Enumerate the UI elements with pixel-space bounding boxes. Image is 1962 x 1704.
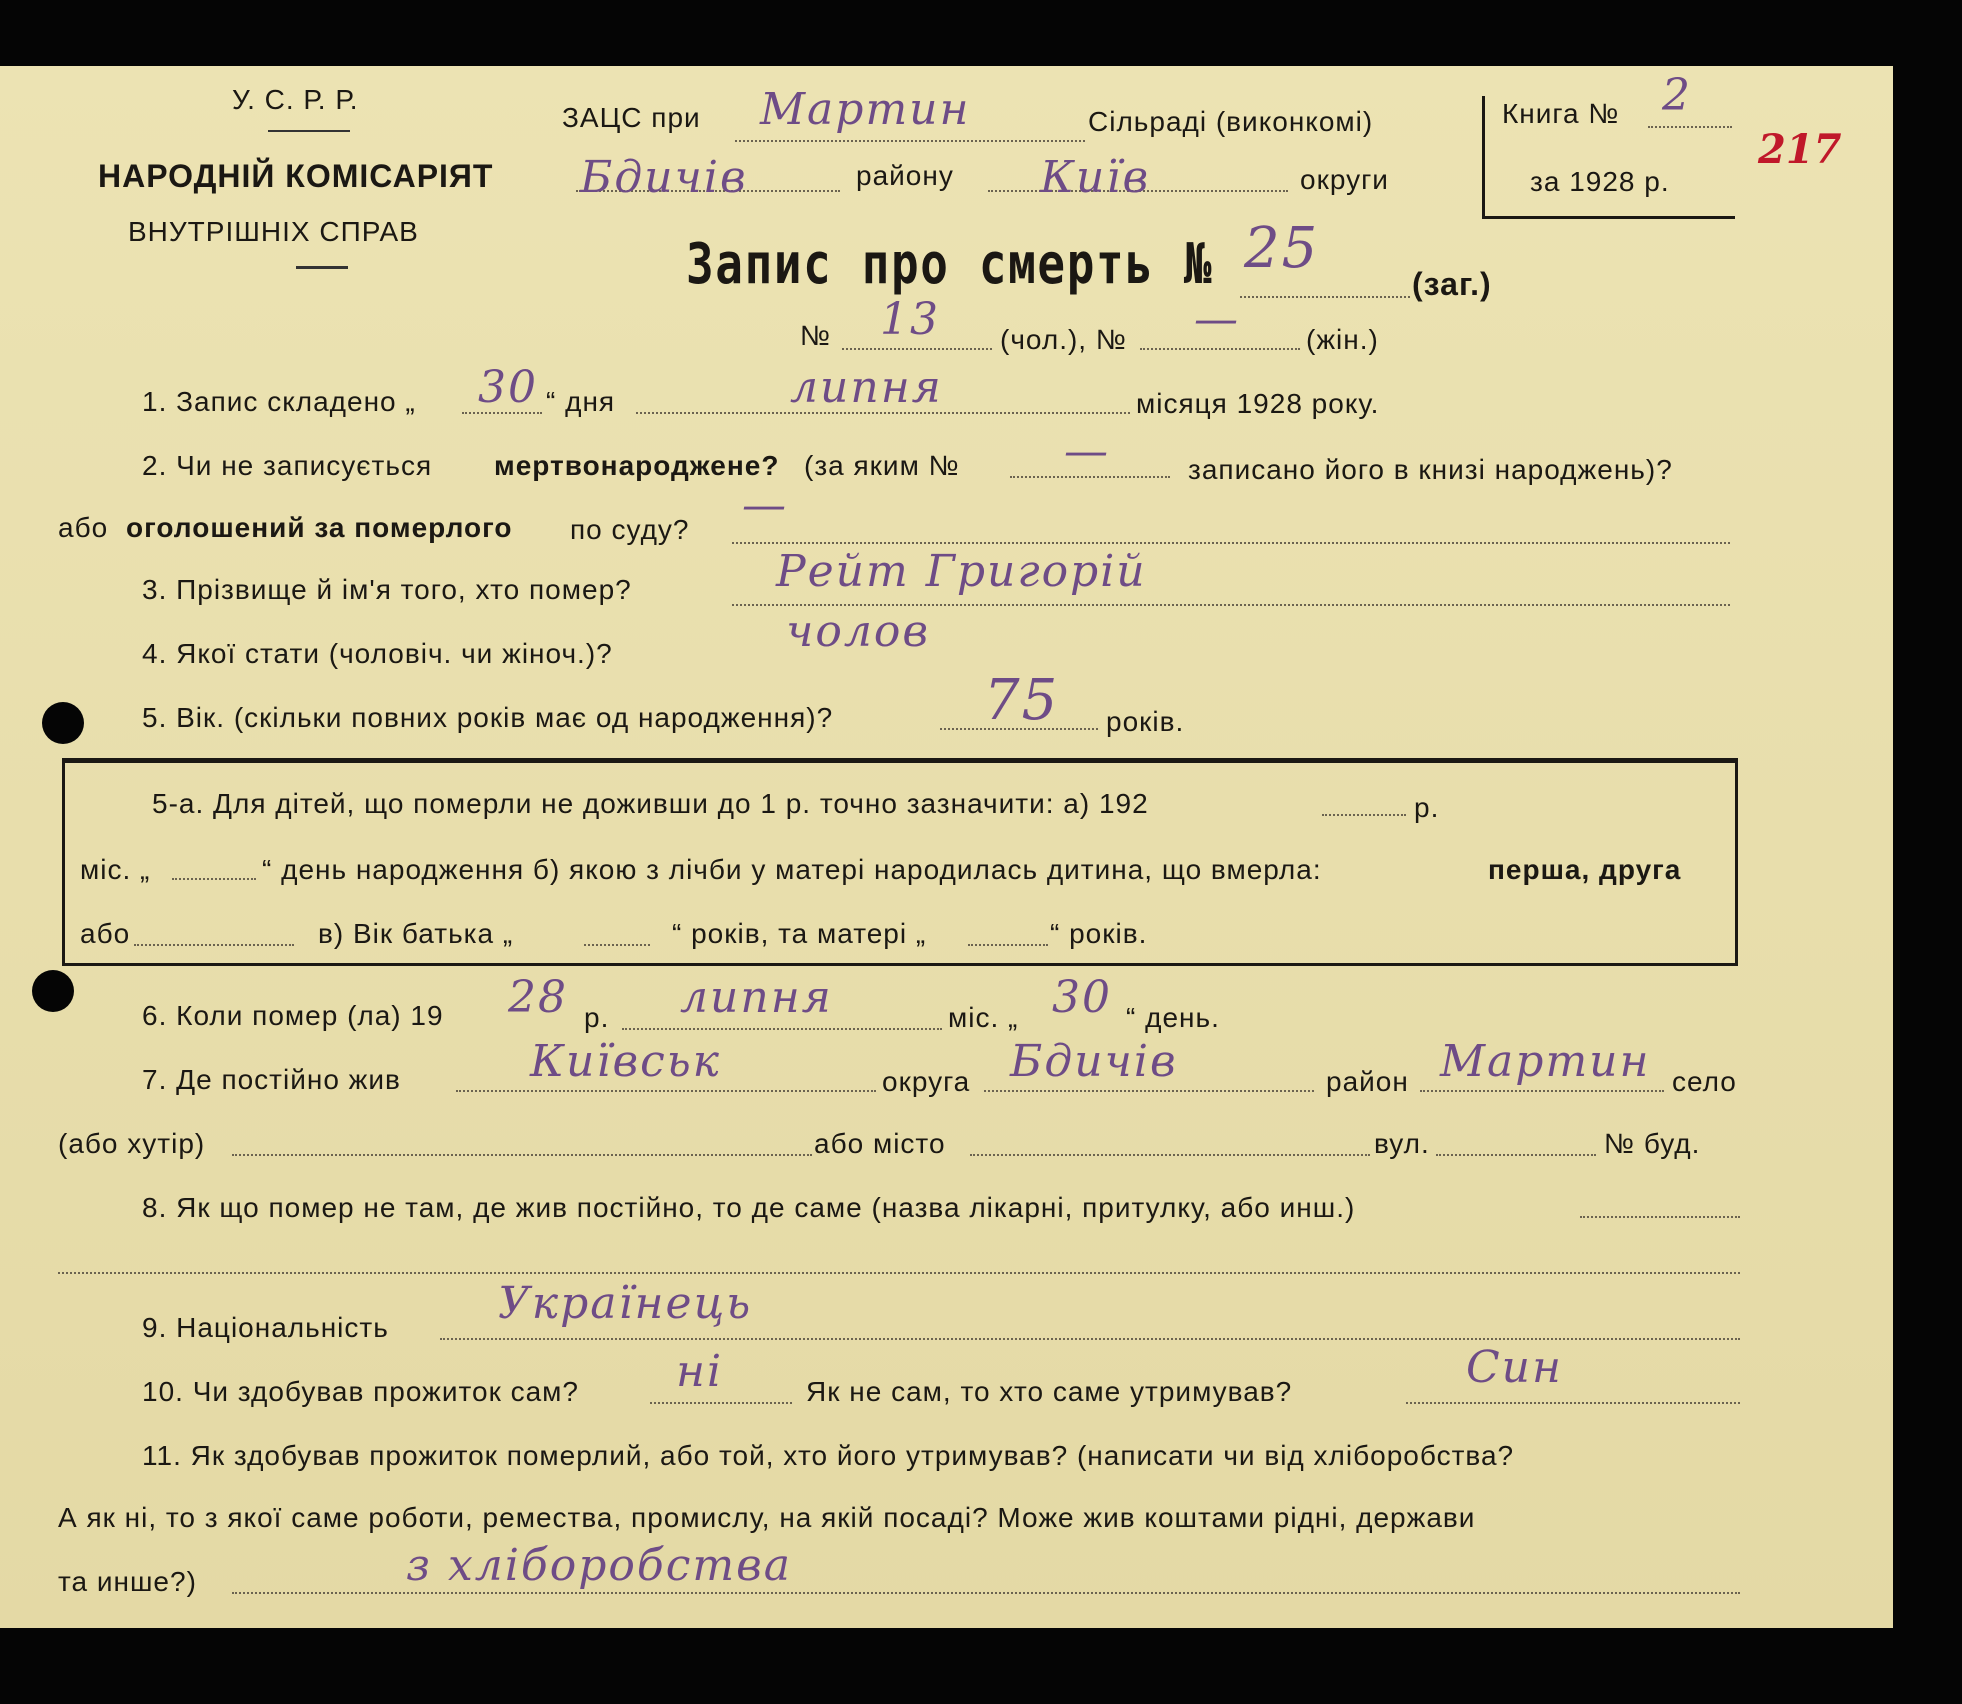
male-number: 13 xyxy=(880,294,940,345)
q1-day: 30 xyxy=(478,362,538,413)
q11-line3: та инше?) xyxy=(58,1566,197,1597)
q10-value2: Син xyxy=(1466,1342,1563,1393)
q7b-street: вул. xyxy=(1374,1128,1430,1159)
q5a-day-dots xyxy=(172,878,256,880)
q5a-line2-a: міс. „ xyxy=(80,854,151,885)
q7b-label: (або хутір) xyxy=(58,1128,206,1159)
q5a-line3-b: в) Вік батька „ xyxy=(318,918,514,949)
q7-district-value: Бдичів xyxy=(1010,1036,1178,1087)
q6-month-dots xyxy=(622,1028,942,1030)
q2-prefix: 2. Чи не записується xyxy=(142,450,433,481)
record-title: Запис про смерть № xyxy=(686,232,1214,297)
q8-label: 8. Як що помер не там, де жив постійно, то де саме (назва лікарні, притулку, або инш.) xyxy=(142,1192,1356,1223)
zags-label: ЗАЦС при xyxy=(562,102,701,133)
punch-hole-top xyxy=(42,702,84,744)
q5a-line3-d: “ років. xyxy=(1050,918,1148,949)
archive-mark: 217 xyxy=(1758,126,1842,173)
male-label: (чол.), № xyxy=(1000,324,1127,355)
q6-year: 28 xyxy=(508,972,568,1023)
q2-bold: мертвонароджене? xyxy=(494,450,780,481)
q7-district-dots xyxy=(984,1090,1314,1092)
q10-label: 10. Чи здобував прожиток сам? xyxy=(142,1376,579,1407)
q5a-line2-bold: перша, друга xyxy=(1488,854,1682,885)
q6-prefix: 6. Коли помер (ла) 19 xyxy=(142,1000,444,1031)
q9-dots xyxy=(440,1338,1740,1340)
q7-label: 7. Де постійно жив xyxy=(142,1064,401,1095)
q5a-mother-dots xyxy=(968,944,1048,946)
q8-dots-a xyxy=(1580,1216,1740,1218)
q5-value: 75 xyxy=(984,668,1060,733)
q7b-farm-dots xyxy=(232,1154,812,1156)
q2-value: — xyxy=(1064,426,1110,477)
q5a-line3-c: “ років, та матері „ xyxy=(672,918,927,949)
q1-month: липня xyxy=(790,362,943,413)
q8-dots-b xyxy=(58,1272,1740,1274)
q9-value: Українець xyxy=(498,1278,753,1329)
q3-label: 3. Прізвище й ім'я того, хто помер? xyxy=(142,574,632,605)
header-rule xyxy=(268,130,350,132)
q10-dots-b xyxy=(1406,1402,1740,1404)
q5a-line3-a: або xyxy=(80,918,131,949)
q5a-line2-b: “ день народження б) якою з лічби у матері народилась дитина, що вмерла: xyxy=(262,854,1322,885)
ussr-label: У. С. Р. Р. xyxy=(232,84,359,115)
q1-mid: “ дня xyxy=(546,386,616,417)
male-number-dots xyxy=(842,348,992,350)
q7b-street-dots xyxy=(1436,1154,1596,1156)
q6-mis: міс. „ xyxy=(948,1002,1019,1033)
book-year: за 1928 р. xyxy=(1530,166,1670,197)
header-dash xyxy=(296,266,348,269)
q2-mid: (за яким № xyxy=(804,450,960,481)
q1-prefix: 1. Запис складено „ xyxy=(142,386,416,417)
q2b-suffix: по суду? xyxy=(570,514,690,545)
q7-okrug-value: Київськ xyxy=(530,1036,721,1087)
q3-value: Рейт Григорій xyxy=(776,546,1147,597)
no-label: № xyxy=(800,320,832,351)
q4-label: 4. Якої стати (чоловіч. чи жіноч.)? xyxy=(142,638,613,669)
commissariat-label: НАРОДНІЙ КОМІСАРІЯТ xyxy=(98,158,494,194)
general-label: (заг.) xyxy=(1412,266,1492,302)
q7b-city: або місто xyxy=(814,1128,946,1159)
q7-village-dots xyxy=(1420,1090,1664,1092)
q2b-dots xyxy=(732,542,1730,544)
q7-district-label: район xyxy=(1326,1066,1409,1097)
q6-day: 30 xyxy=(1052,972,1112,1023)
q5a-father-dots xyxy=(584,944,650,946)
book-label: Книга № xyxy=(1502,98,1620,129)
death-record-form xyxy=(0,66,1893,1628)
punch-hole-bottom xyxy=(32,970,74,1012)
female-number-dots xyxy=(1140,348,1300,350)
title-number-dots xyxy=(1240,296,1410,298)
q9-label: 9. Національність xyxy=(142,1312,389,1343)
q5a-or-dots xyxy=(134,944,294,946)
q11-line2: А як ні, то з якої саме роботи, ремества, промислу, на якій посаді? Може жив коштами рідні, держави xyxy=(58,1502,1476,1533)
q7-village-label: село xyxy=(1672,1066,1737,1097)
q11-dots xyxy=(232,1592,1740,1594)
q7-okrug-dots xyxy=(456,1090,876,1092)
okrug-value: Київ xyxy=(1040,152,1151,203)
q5a-year-dots xyxy=(1322,814,1406,816)
q10-dots-a xyxy=(650,1402,792,1404)
q2-suffix: записано його в книзі народжень)? xyxy=(1188,454,1673,485)
q5-suffix: років. xyxy=(1106,706,1185,737)
q7-okrug-label: округа xyxy=(882,1066,971,1097)
q1-suffix: місяця 1928 року. xyxy=(1136,388,1380,419)
q5a-line1-end: р. xyxy=(1414,792,1440,823)
q6-r: р. xyxy=(584,1002,610,1033)
okrug-label: округи xyxy=(1300,164,1389,195)
q4-value: чолов xyxy=(786,606,930,657)
female-number: — xyxy=(1194,294,1240,345)
q6-month: липня xyxy=(680,972,833,1023)
q11-line1: 11. Як здобував прожиток померлий, або той, хто його утримував? (написати чи від хліборобства? xyxy=(142,1440,1515,1471)
book-dots xyxy=(1648,126,1732,128)
q5-label: 5. Вік. (скільки повних років має од народження)? xyxy=(142,702,834,733)
q10-value: ні xyxy=(676,1346,724,1397)
q2b-bold: оголошений за померлого xyxy=(126,512,513,543)
q6-suffix: “ день. xyxy=(1126,1002,1220,1033)
council-label: Сільраді (виконкомі) xyxy=(1088,106,1374,137)
record-number: 25 xyxy=(1244,216,1320,281)
q10-mid: Як не сам, то хто саме утримував? xyxy=(806,1376,1293,1407)
zags-dots xyxy=(735,140,1085,142)
q7b-city-dots xyxy=(970,1154,1370,1156)
female-label: (жін.) xyxy=(1306,324,1379,355)
q2b-prefix: або xyxy=(58,512,109,543)
book-number: 2 xyxy=(1662,70,1692,121)
q5a-line1: 5-а. Для дітей, що померли не доживши до 1 р. точно зазначити: а) 192 xyxy=(152,788,1149,819)
q7-village-value: Мартин xyxy=(1440,1036,1651,1087)
district-value: Бдичів xyxy=(580,152,748,203)
zags-value: Мартин xyxy=(760,84,971,135)
q11-value: з хліборобства xyxy=(406,1540,792,1591)
q7b-house: № буд. xyxy=(1604,1128,1701,1159)
q2b-value: — xyxy=(742,480,788,531)
district-label: району xyxy=(856,160,954,191)
internal-affairs-label: ВНУТРІШНІХ СПРАВ xyxy=(128,216,419,247)
